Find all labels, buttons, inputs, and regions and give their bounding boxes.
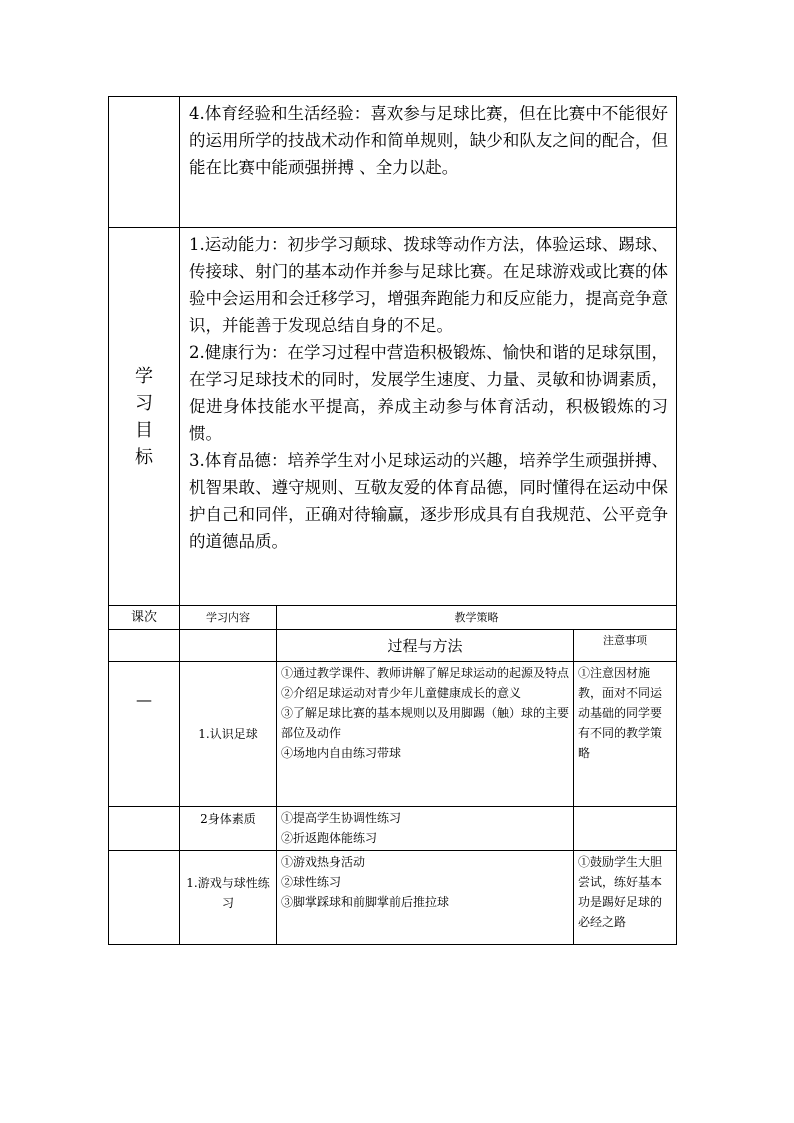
- method-item: ②球性练习: [281, 875, 342, 889]
- method-item: ③了解足球比赛的基本规则以及用脚踢（触）球的主要部位及动作: [281, 706, 570, 740]
- objectives-row: [109, 228, 677, 606]
- method-item: ②折返跑体能练习: [281, 831, 378, 845]
- objective-motor-ability: 1.运动能力：初步学习颠球、拨球等动作方法，体验运球、踢球、传接球、射门的基本动作并参与足球比赛。在足球游戏或比赛的体验中会运用和会迁移学习，增强奔跑能力和反应能力，提高竞争意识，并能善于发现总结自身的不足。: [189, 235, 668, 335]
- lesson-row: [109, 851, 677, 945]
- lesson-content: 2身体素质: [180, 807, 277, 851]
- lesson-note: [574, 851, 677, 945]
- lesson-methods: [277, 807, 574, 851]
- lesson-content: 1.游戏与球性练习: [180, 851, 277, 945]
- header-strategy: 教学策略: [277, 606, 677, 630]
- lesson-note: [574, 662, 677, 807]
- lesson-number: [109, 807, 180, 851]
- header-content: 学习内容: [180, 606, 277, 630]
- note-text: ①注意因材施教，面对不同运动基础的同学要有不同的教学策略: [578, 666, 663, 760]
- header-row-1: [109, 606, 677, 630]
- header-process: 过程与方法: [277, 630, 574, 662]
- lesson-row: [109, 662, 677, 807]
- objective-health-behavior: 2.健康行为：在学习过程中营造积极锻炼、愉快和谐的足球氛围，在学习足球技术的同时，发展学生速度、力量、灵敏和协调素质，促进身体技能水平提高，养成主动参与体育活动，积极锻炼的习惯。: [189, 343, 668, 443]
- experience-text: 4.体育经验和生活经验：喜欢参与足球比赛，但在比赛中不能很好的运用所学的技战术动作和简单规则，缺少和队友之间的配合，但能在比赛中能顽强拼搏 、全力以赴。: [189, 104, 668, 177]
- objectives-label: [109, 228, 180, 606]
- lesson-number: —: [109, 662, 180, 807]
- header-empty-2: [180, 630, 277, 662]
- lesson-row: [109, 807, 677, 851]
- header-lesson: 课次: [109, 606, 180, 630]
- header-notes: 注意事项: [574, 630, 677, 662]
- lesson-methods: [277, 662, 574, 807]
- lesson-plan-table: [108, 96, 677, 945]
- objectives-label-char: 习: [135, 392, 153, 414]
- objective-sports-ethics: 3.体育品德：培养学生对小足球运动的兴趣，培养学生顽强拼搏、机智果敢、遵守规则、互敬友爱的体育品德，同时懂得在运动中保护自己和同伴，正确对待输赢，逐步形成具有自我规范、公平竞争的道德品质。: [189, 451, 668, 551]
- objectives-label-char: 学: [135, 365, 153, 387]
- objectives-label-char: 标: [135, 446, 153, 468]
- lesson-number: [109, 851, 180, 945]
- header-row-2: [109, 630, 677, 662]
- objectives-text-cell: [180, 228, 677, 606]
- method-item: ①通过教学课件、教师讲解了解足球运动的起源及特点: [281, 666, 570, 680]
- method-item: ①游戏热身活动: [281, 855, 366, 869]
- lesson-note: [574, 807, 677, 851]
- lesson-methods: [277, 851, 574, 945]
- method-item: ②介绍足球运动对青少年儿童健康成长的意义: [281, 686, 522, 700]
- lesson-content: 1.认识足球: [180, 662, 277, 807]
- experience-text-cell: [180, 97, 677, 228]
- method-item: ④场地内自由练习带球: [281, 746, 402, 760]
- method-item: ①提高学生协调性练习: [281, 811, 402, 825]
- experience-row: [109, 97, 677, 228]
- objectives-label-char: 目: [135, 419, 153, 441]
- method-item: ③脚掌踩球和前脚掌前后推拉球: [281, 895, 450, 909]
- note-text: ①鼓励学生大胆尝试，练好基本功是踢好足球的必经之路: [578, 855, 663, 929]
- header-empty-1: [109, 630, 180, 662]
- experience-label-cell: [109, 97, 180, 228]
